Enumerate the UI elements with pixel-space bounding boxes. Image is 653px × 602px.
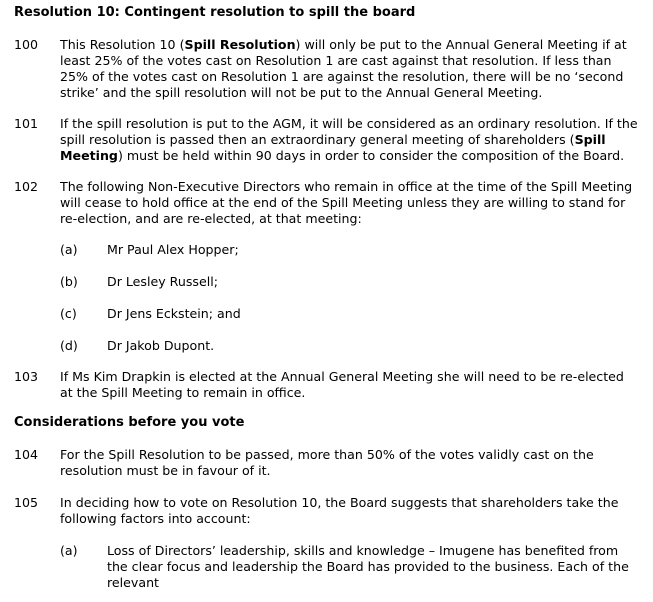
paragraph-number: 104 — [14, 447, 39, 462]
list-item — [14, 274, 639, 290]
list-item-label: (b) — [60, 274, 78, 289]
paragraph-number: 100 — [14, 37, 39, 52]
list-item-text: Mr Paul Alex Hopper; — [107, 242, 239, 257]
defined-term: Spill Resolution — [184, 37, 296, 52]
text-run: ) must be held within 90 days in order to consider the composition of the Board. — [117, 148, 625, 163]
paragraph-100 — [14, 37, 639, 101]
defined-term: Spill Meeting — [60, 132, 606, 163]
text-run: If the spill resolution is put to the AGM, it will be considered as an ordinary resolution. If the spill resolution is passed then an extraordinary general meeting of shareholders ( — [60, 116, 638, 147]
paragraph-103 — [14, 369, 639, 401]
list-item-text: Dr Lesley Russell; — [107, 274, 218, 289]
section-heading-considerations: Considerations before you vote — [14, 415, 245, 430]
paragraph-number: 102 — [14, 179, 39, 194]
list-item-text: Dr Jakob Dupont. — [107, 338, 215, 353]
paragraph-text — [60, 116, 639, 164]
paragraph-text: In deciding how to vote on Resolution 10, the Board suggests that shareholders take the following factors into account: — [60, 495, 619, 526]
paragraph-105 — [14, 495, 639, 527]
paragraph-text: If Ms Kim Drapkin is elected at the Annual General Meeting she will need to be re-elected at the Spill Meeting to remain in office. — [60, 369, 624, 400]
text-run: ) will only be put to the Annual General Meeting if at least 25% of the votes cast on Resolution 1 are cast against that resolution. If less than 25% of the votes cast on Resolution 1 are against the resolution, there will be no ‘second strike’ and the spill resolution will not be put to the Annual General Meeting. — [60, 37, 627, 100]
list-item-label: (d) — [60, 338, 78, 353]
list-item-text: Dr Jens Eckstein; and — [107, 306, 241, 321]
paragraph-104 — [14, 447, 639, 479]
paragraph-text — [60, 37, 639, 101]
list-item — [14, 543, 639, 591]
list-item — [14, 242, 639, 258]
paragraph-number: 105 — [14, 495, 39, 510]
paragraph-text: The following Non-Executive Directors who remain in office at the time of the Spill Meeting will cease to hold office at the end of the Spill Meeting unless they are willing to stand for re-election, and are re-elected, at that meeting: — [60, 179, 633, 226]
paragraph-101 — [14, 116, 639, 164]
list-item — [14, 338, 639, 354]
list-item — [14, 306, 639, 322]
paragraph-number: 101 — [14, 116, 39, 131]
paragraph-number: 103 — [14, 369, 39, 384]
paragraph-102 — [14, 179, 639, 227]
list-item-label: (c) — [60, 306, 77, 321]
section-heading-resolution-10: Resolution 10: Contingent resolution to spill the board — [14, 5, 416, 20]
text-run: This Resolution 10 ( — [60, 37, 185, 52]
paragraph-text: For the Spill Resolution to be passed, more than 50% of the votes validly cast on the resolution must be in favour of it. — [60, 447, 594, 478]
list-item-label: (a) — [60, 543, 78, 558]
list-item-label: (a) — [60, 242, 78, 257]
list-item-text: Loss of Directors’ leadership, skills and knowledge – Imugene has benefited from the clear focus and leadership the Board has provided to the business. Each of the relevant — [107, 543, 629, 590]
